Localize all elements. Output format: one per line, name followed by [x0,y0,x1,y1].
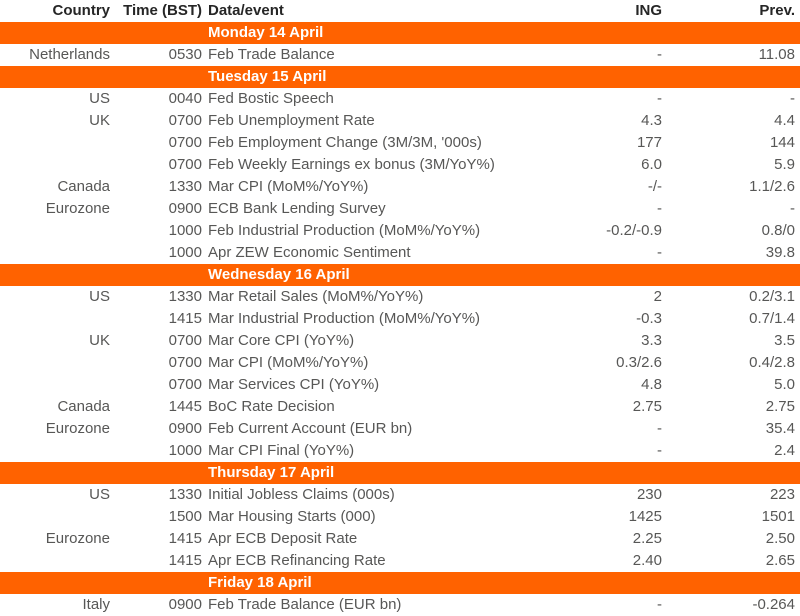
time-cell: 1330 [168,178,202,195]
day-label: Wednesday 16 April [0,264,800,286]
ing-forecast-cell: 230 [636,486,662,503]
ing-forecast-cell: - [657,596,662,613]
day-label: Thursday 17 April [0,462,800,484]
country-cell [0,440,110,462]
time-cell: 1330 [168,486,202,503]
country-cell: US [89,288,110,305]
time-cell: 1500 [168,508,202,525]
event-cell: Feb Trade Balance (EUR bn) [208,596,402,613]
time-cell: 0700 [168,134,202,151]
previous-value-cell: 2.4 [774,442,795,459]
previous-value-cell: 144 [769,134,795,151]
ing-forecast-cell: 3.3 [641,332,662,349]
country-cell [0,550,110,572]
column-header-time: Time (BST) [123,2,202,19]
country-cell: US [89,90,110,107]
previous-value-cell: 35.4 [765,420,795,437]
event-row [0,330,800,352]
time-cell: 1415 [168,530,202,547]
event-row [0,198,800,220]
ing-forecast-cell: 177 [636,134,662,151]
event-row [0,506,800,528]
previous-value-cell: 0.2/3.1 [749,288,795,305]
previous-value-cell: 1.1/2.6 [749,178,795,195]
day-header-row [0,264,800,286]
event-row [0,396,800,418]
table-header [0,0,800,22]
previous-value-cell: 5.0 [774,376,795,393]
event-row [0,528,800,550]
previous-value-cell: 2.75 [765,398,795,415]
column-header-country: Country [52,2,110,19]
day-header-row [0,66,800,88]
time-cell: 0530 [168,46,202,63]
country-cell: Eurozone [45,420,110,437]
ing-forecast-cell: 4.3 [641,112,662,129]
time-cell: 0700 [168,354,202,371]
event-row [0,308,800,330]
country-cell: UK [89,112,110,129]
time-cell: 0900 [168,596,202,613]
event-cell: Initial Jobless Claims (000s) [208,486,395,503]
event-cell: Apr ECB Deposit Rate [208,530,358,547]
country-cell: Canada [57,178,110,195]
time-cell: 1000 [168,442,202,459]
event-row [0,88,800,110]
event-row [0,44,800,66]
previous-value-cell: - [790,90,795,107]
ing-forecast-cell: 6.0 [641,156,662,173]
event-cell: Mar Core CPI (YoY%) [208,332,355,349]
event-row [0,286,800,308]
previous-value-cell: 11.08 [758,46,795,63]
ing-forecast-cell: 0.3/2.6 [616,354,662,371]
event-cell: BoC Rate Decision [208,398,335,415]
event-row [0,374,800,396]
ing-forecast-cell: 4.8 [641,376,662,393]
event-cell: Mar CPI (MoM%/YoY%) [208,354,369,371]
previous-value-cell: 0.8/0 [761,222,795,239]
ing-forecast-cell: 2 [653,288,662,305]
ing-forecast-cell: 1425 [628,508,662,525]
event-cell: Fed Bostic Speech [208,90,334,107]
event-cell: Feb Employment Change (3M/3M, '000s) [208,134,482,151]
event-cell: ECB Bank Lending Survey [208,200,386,217]
country-cell: Italy [82,596,110,613]
country-cell [0,506,110,528]
previous-value-cell: 4.4 [774,112,795,129]
ing-forecast-cell: - [657,200,662,217]
country-cell [0,352,110,374]
time-cell: 0040 [168,90,202,107]
event-cell: Mar Services CPI (YoY%) [208,376,380,393]
event-cell: Feb Weekly Earnings ex bonus (3M/YoY%) [208,156,495,173]
event-row [0,242,800,264]
event-cell: Apr ECB Refinancing Rate [208,552,386,569]
event-cell: Mar Industrial Production (MoM%/YoY%) [208,310,481,327]
country-cell [0,220,110,242]
time-cell: 1000 [168,244,202,261]
previous-value-cell: 0.7/1.4 [749,310,795,327]
time-cell: 0700 [168,332,202,349]
event-cell: Feb Unemployment Rate [208,112,375,129]
event-row [0,484,800,506]
event-cell: Mar CPI (MoM%/YoY%) [208,178,369,195]
country-cell: US [89,486,110,503]
event-row [0,550,800,572]
previous-value-cell: 5.9 [774,156,795,173]
time-cell: 1330 [168,288,202,305]
time-cell: 0900 [168,420,202,437]
ing-forecast-cell: -0.3 [636,310,662,327]
event-cell: Feb Trade Balance [208,46,335,63]
time-cell: 0700 [168,156,202,173]
country-cell [0,374,110,396]
previous-value-cell: 39.8 [765,244,795,261]
column-header-row [0,0,800,22]
event-row [0,418,800,440]
day-label: Tuesday 15 April [0,66,800,88]
day-header-row [0,462,800,484]
ing-forecast-cell: -0.2/-0.9 [606,222,662,239]
event-row [0,352,800,374]
ing-forecast-cell: 2.25 [632,530,662,547]
country-cell: Eurozone [45,530,110,547]
event-row [0,176,800,198]
event-cell: Feb Industrial Production (MoM%/YoY%) [208,222,481,239]
event-cell: Mar Retail Sales (MoM%/YoY%) [208,288,424,305]
previous-value-cell: 1501 [761,508,795,525]
event-row [0,132,800,154]
previous-value-cell: 2.65 [765,552,795,569]
previous-value-cell: -0.264 [752,596,795,613]
time-cell: 1000 [168,222,202,239]
ing-forecast-cell: -/- [647,178,662,195]
country-cell [0,132,110,154]
previous-value-cell: 2.50 [765,530,795,547]
event-cell: Mar CPI Final (YoY%) [208,442,355,459]
country-cell [0,242,110,264]
ing-forecast-cell: - [657,442,662,459]
event-cell: Mar Housing Starts (000) [208,508,376,525]
column-header-ing: ING [635,2,662,19]
time-cell: 0700 [168,112,202,129]
column-header-prev: Prev. [759,2,795,19]
time-cell: 1415 [168,552,202,569]
column-header-data-event: Data/event [208,2,284,19]
day-header-row [0,572,800,594]
ing-forecast-cell: - [657,420,662,437]
time-cell: 1415 [168,310,202,327]
country-cell [0,154,110,176]
previous-value-cell: 223 [769,486,795,503]
table-body [0,22,800,616]
country-cell: Netherlands [29,46,110,63]
previous-value-cell: 3.5 [774,332,795,349]
time-cell: 1445 [168,398,202,415]
day-label: Friday 18 April [0,572,800,594]
event-row [0,594,800,616]
time-cell: 0900 [168,200,202,217]
ing-forecast-cell: - [657,244,662,261]
country-cell: UK [89,332,110,349]
country-cell [0,308,110,330]
event-cell: Apr ZEW Economic Sentiment [208,244,411,261]
country-cell: Canada [57,398,110,415]
event-row [0,110,800,132]
country-cell: Eurozone [45,200,110,217]
ing-forecast-cell: 2.40 [632,552,662,569]
event-row [0,154,800,176]
event-row [0,220,800,242]
event-cell: Feb Current Account (EUR bn) [208,420,413,437]
ing-forecast-cell: 2.75 [632,398,662,415]
day-header-row [0,22,800,44]
ing-forecast-cell: - [657,90,662,107]
day-label: Monday 14 April [0,22,800,44]
previous-value-cell: 0.4/2.8 [749,354,795,371]
ing-forecast-cell: - [657,46,662,63]
event-row [0,440,800,462]
previous-value-cell: - [790,200,795,217]
time-cell: 0700 [168,376,202,393]
